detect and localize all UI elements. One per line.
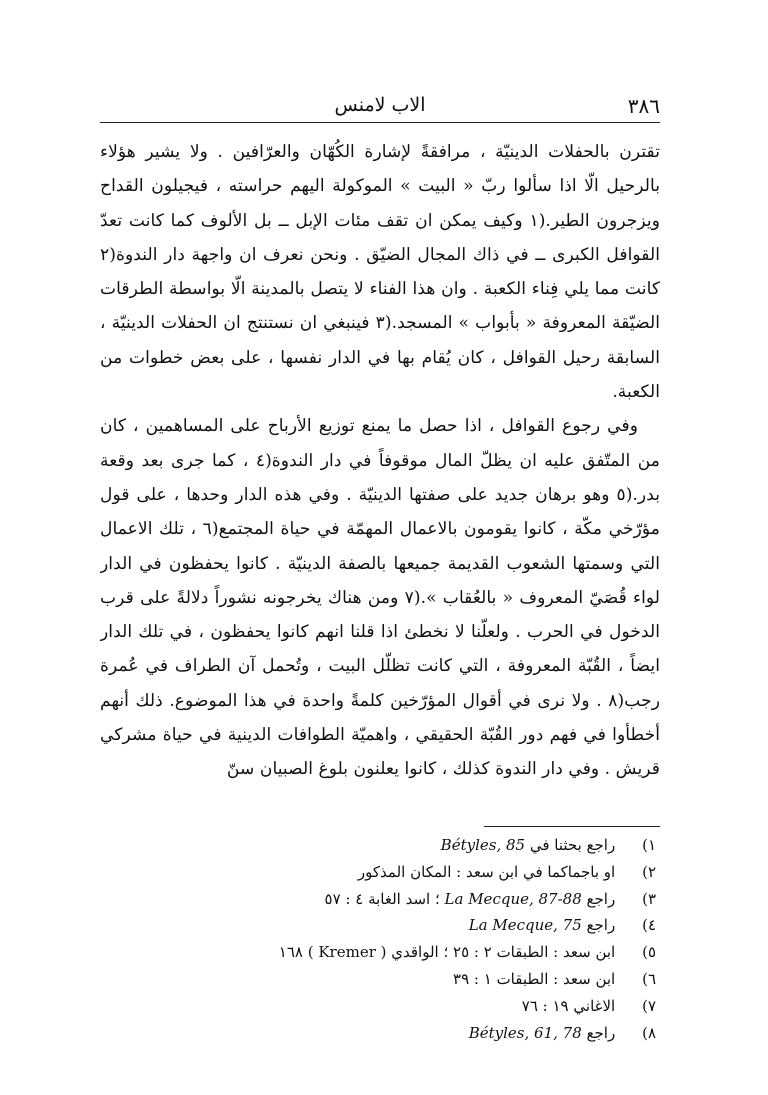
running-title: الاب لامنس <box>334 94 426 116</box>
footnote-latin: Bétyles, 85 <box>440 836 526 854</box>
footnote-item <box>100 939 660 966</box>
footnote-text: ابن سعد : الطبقات ٢ : ٢٥ ؛ الواقدي ( Kremer ) ١٦٨ <box>278 943 616 962</box>
page-header <box>100 92 660 123</box>
footnote-text: ابن سعد : الطبقات ١ : ٣٩ <box>453 969 616 988</box>
footnote-latin: La Mecque, 75 <box>468 916 582 935</box>
footnote-text: او باجماكما في ابن سعد : المكان المذكور <box>357 862 616 881</box>
footnote-number: ٥) <box>642 943 656 962</box>
footnote-separator <box>484 826 660 827</box>
footnote-text: راجع بحثنا في <box>529 836 616 854</box>
footnote-text: الاغاني ١٩ : ٧٦ <box>521 996 616 1015</box>
paragraph-1: تقترن بالحفلات الدينيّة ، مرافقةً لإشارة الكُهّان والعرّافين . ولا يشير هؤلاء بالرحيل الّا اذا سألوا ربّ « البيت » الموكولة اليهم حراسته ، فيجيلون القداح ويزجرون الطير.(١ وكيف يمكن ان تقف مئات الإبل ــ بل الألوف كما كانت تعدّ القوافل الكبرى ــ في ذاك المجال الضيّق . ونحن نعرف ان واجهة دار الندوة(٢ كانت مما يلي فِناء الكعبة . وان هذا الفناء لا يتصل بالمدينة الّا بواسطة الطرقات الضيّقة المعروفة « بأبواب » المسجد.(٣ فينبغي ان نستنتج ان الحفلات الدينيّة ، السابقة رحيل القوافل ، كان يُقام بها في الدار نفسها ، على بعض خطوات من الكعبة. <box>100 142 660 403</box>
footnote-item <box>100 966 660 993</box>
footnote-item <box>100 993 660 1020</box>
footnote-number: ٨) <box>642 1023 656 1042</box>
footnote-item <box>100 1020 660 1047</box>
page-number: ٣٨٦ <box>627 94 660 118</box>
footnote-number: ٢) <box>642 862 656 881</box>
footnote-text: راجع <box>586 916 616 935</box>
footnotes-list <box>100 832 660 1046</box>
footnote-number: ٧) <box>642 996 656 1015</box>
paragraph-2: وفي رجوع القوافل ، اذا حصل ما يمنع توزيع الأرباح على المساهمين ، كان من المتّفق عليه ان يظلّ المال موقوفاً في دار الندوة(٤ ، كما جرى بعد وقعة بدر.(٥ وهو برهان جديد على صفتها الدينيّة . وفي هذه الدار وحدها ، على قول مؤرّخي مكّة ، كانوا يقومون بالاعمال المهمّة في حياة المجتمع(٦ ، تلك الاعمال التي وسمتها الشعوب القديمة جميعها بالصفة الدينيّة . كانوا يحفظون في الدار لواء قُصَيّ المعروف « بالعُقاب ».(٧ ومن هناك يخرجونه نشوراً دلالةً على قرب الدخول في الحرب . ولعلّنا لا نخطئ اذا قلنا انهم كانوا يحفظون ، في تلك الدار ايضاً ، القُبّة المعروفة ، التي كانت تظلّل البيت ، وتُحمل آن الطراف في عُمرة رجب(٨ . ولا نرى في أقوال المؤرّخين كلمةً واحدة في هذا الموضوع. ذلك أنهم أخطأوا في فهم دور القُبّة الحقيقي ، واهميّة الطوافات الدينية في حياة مشركي قريش . وفي دار الندوة كذلك ، كانوا يعلنون بلوغ الصبيان سنّ <box>100 416 660 780</box>
body-text <box>100 135 660 815</box>
footnote-item <box>100 886 660 913</box>
footnote-number: ١) <box>642 836 656 854</box>
footnote-text: راجع <box>586 1023 616 1042</box>
footnote-item <box>100 912 660 939</box>
footnote-text: راجع <box>586 889 616 908</box>
footnote-item <box>100 859 660 886</box>
footnote-latin: Bétyles, 61, 78 <box>468 1023 582 1042</box>
footnote-number: ٣) <box>642 889 656 908</box>
footnote-latin: La Mecque, 87-88 <box>444 889 582 908</box>
footnote-number: ٦) <box>642 969 656 988</box>
footnote-number: ٤) <box>642 916 656 935</box>
footnote-item <box>100 832 660 859</box>
footnote-text-after: ؛ اسد الغابة ٤ : ٥٧ <box>324 889 440 908</box>
